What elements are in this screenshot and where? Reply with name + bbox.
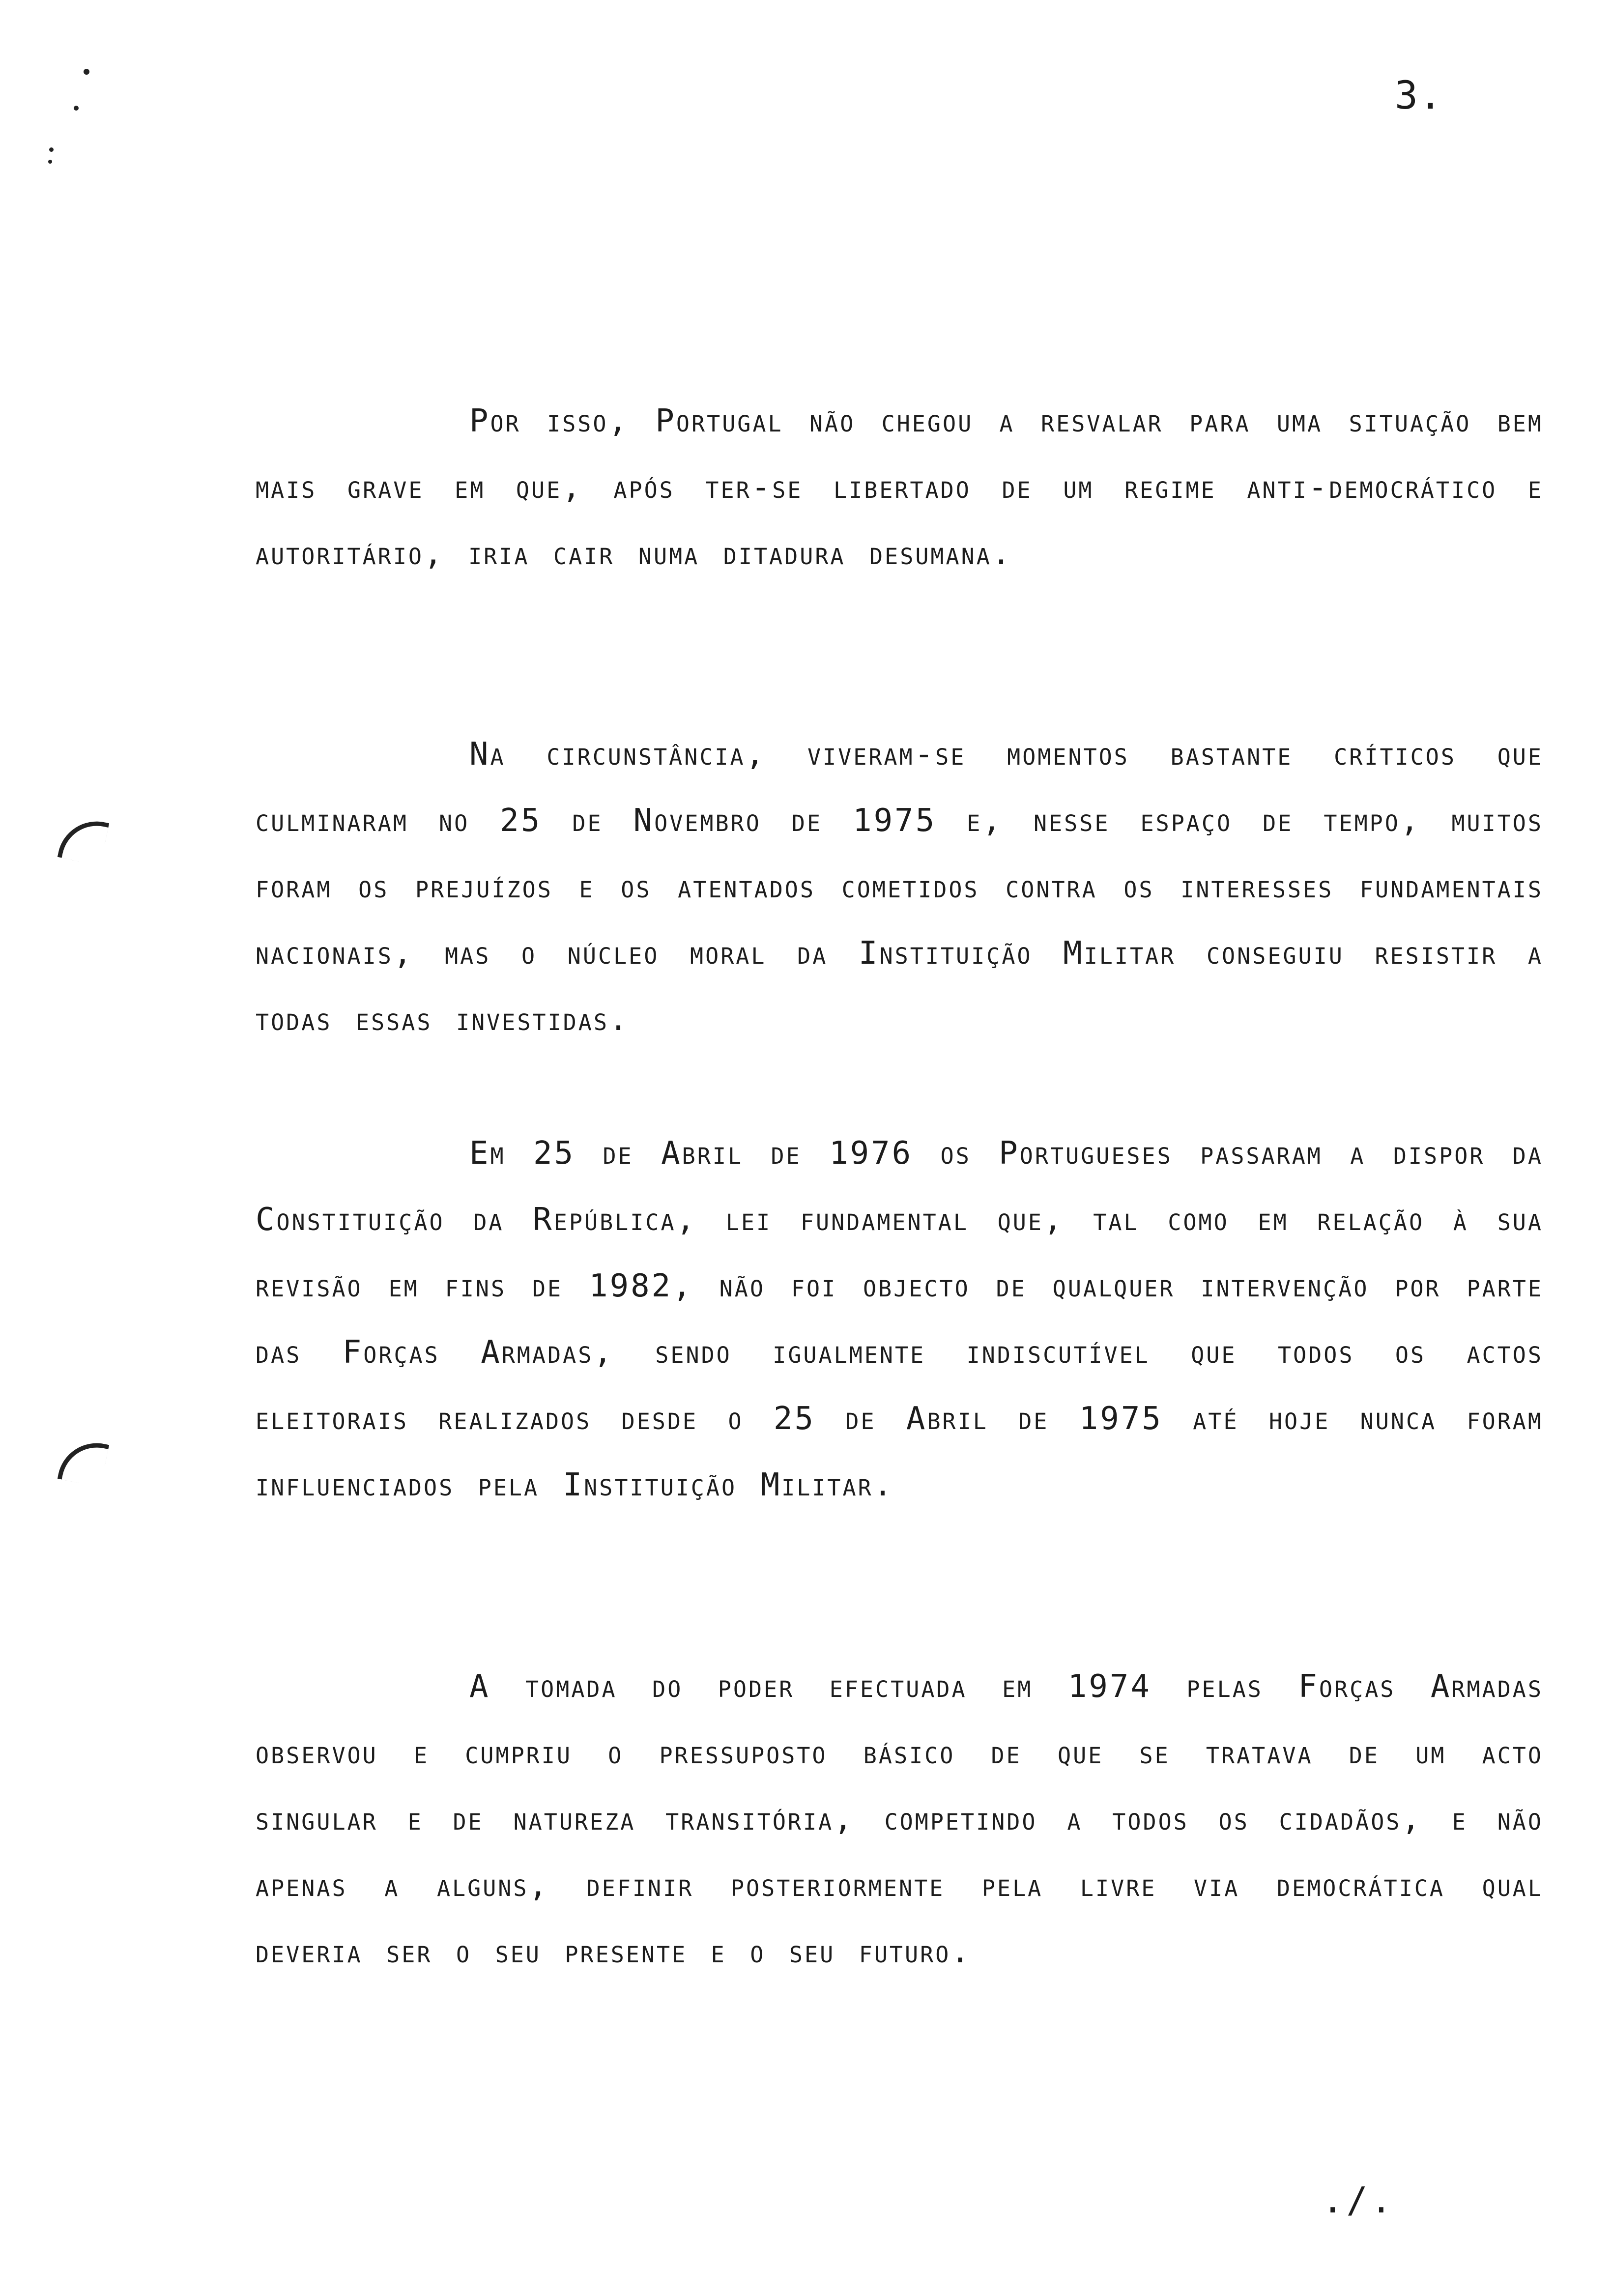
paragraph-4 xyxy=(256,1654,1543,1985)
scan-speck xyxy=(74,106,79,111)
paragraph-1-text: Por isso, Portugal não chegou a resvalar para uma situação bem mais grave em que, após ter-se libertado de um regime anti-democrático e autoritário, iria cair numa ditadura desumana. xyxy=(256,403,1543,572)
paragraph-2 xyxy=(256,721,1543,1053)
scan-speck xyxy=(48,160,52,164)
punch-hole-mark xyxy=(58,814,110,866)
paragraph-1 xyxy=(256,388,1543,587)
page-number: 3. xyxy=(1395,74,1443,118)
paragraph-2-text: Na circunstância, viveram-se momentos bastante críticos que culminaram no 25 de Novembro de 1975 e, nesse espaço de tempo, muitos foram os prejuízos e os atentados cometidos contra os interesses fundamentais nacionais, mas o núcleo moral da Instituição Militar conseguiu resistir a todas essas investidas. xyxy=(256,736,1543,1038)
paragraph-3-text: Em 25 de Abril de 1976 os Portugueses passaram a dispor da Constituição da República, lei fundamental que, tal como em relação à sua revisão em fins de 1982, não foi objecto de qualquer intervenção por parte das Forças Armadas, sendo igualmente indiscutível que todos os actos eleitorais realizados desde o 25 de Abril de 1975 até hoje nunca foram influenciados pela Instituição Militar. xyxy=(256,1135,1543,1503)
paragraph-4-text: A tomada do poder efectuada em 1974 pelas Forças Armadas observou e cumpriu o pressuposto básico de que se tratava de um acto singular e de natureza transitória, competindo a todos os cidadãos, e não apenas a alguns, definir posteriormente pela livre via democrática qual deveria ser o seu presente e o seu futuro. xyxy=(256,1668,1543,1970)
scan-speck xyxy=(49,147,54,152)
punch-hole-mark xyxy=(58,1436,110,1488)
scan-speck xyxy=(84,69,89,75)
paragraph-3 xyxy=(256,1120,1543,1519)
continuation-mark: ./. xyxy=(1322,2180,1395,2221)
